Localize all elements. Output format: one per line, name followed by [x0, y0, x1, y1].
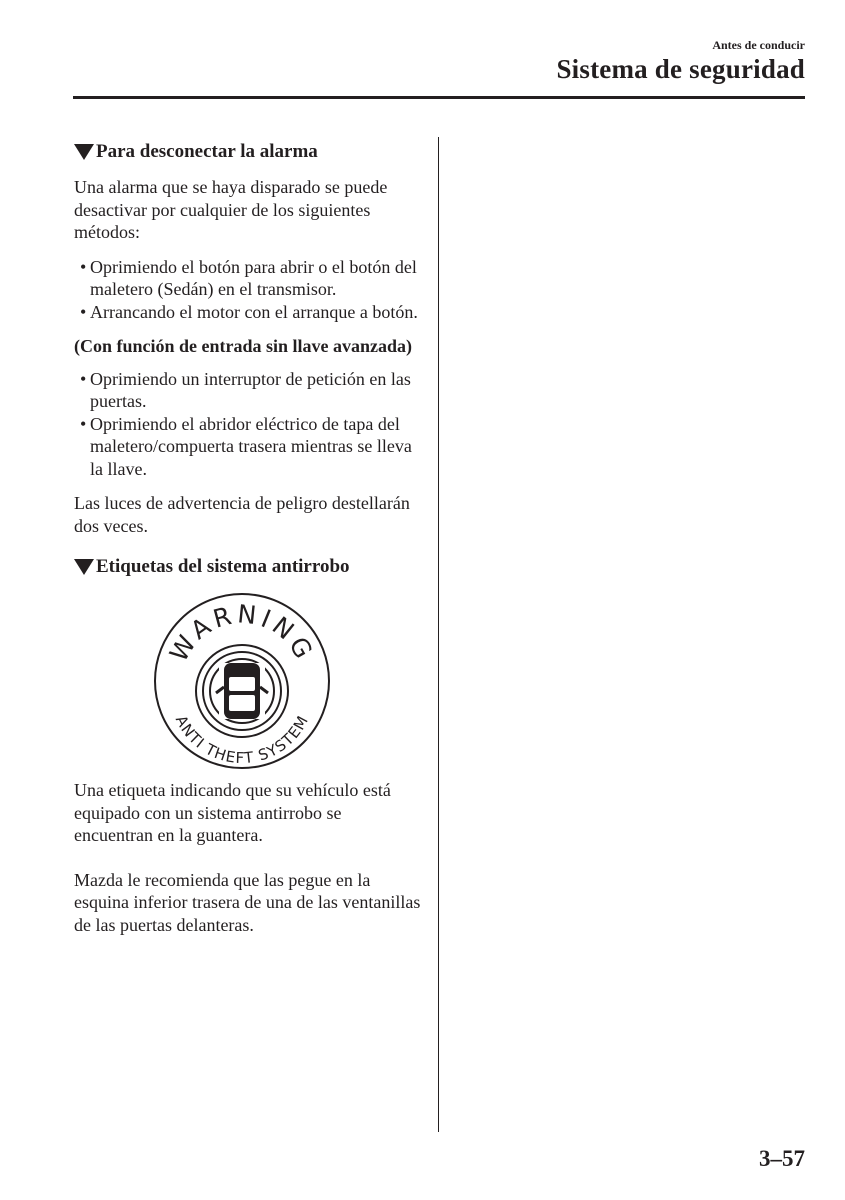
- label-placement-paragraph: Mazda le recomienda que las pegue en la esquina inferior trasera de una de las ventanillas de las puertas delanteras.: [74, 869, 421, 935]
- svg-text:WARNING: [164, 599, 320, 666]
- list-item: • Arrancando el motor con el arranque a botón.: [80, 301, 418, 322]
- header-rule: [73, 96, 805, 99]
- bullet-icon: •: [80, 256, 87, 277]
- column-divider: [438, 137, 439, 1132]
- warning-label-text: WARNING: [163, 599, 321, 667]
- section-heading-disarm: Para desconectar la alarma: [74, 140, 424, 164]
- list-item: • Oprimiendo el abridor eléctrico de tapa del maletero/compuerta trasera mientras se lleva la llave.: [80, 413, 412, 479]
- list-item: • Oprimiendo un interruptor de petición en las puertas.: [80, 368, 411, 411]
- svg-text:ANTI THEFT SYSTEM: [172, 712, 313, 767]
- bullet-list-2: [74, 368, 424, 481]
- intro-paragraph: Una alarma que se haya disparado se puede desactivar por cualquier de los siguientes métodos:: [74, 177, 388, 242]
- page-title: Sistema de seguridad: [556, 54, 805, 84]
- list-item: • Oprimiendo el botón para abrir o el botón del maletero (Sedán) en el transmisor.: [80, 256, 417, 299]
- anti-theft-emblem-icon: [152, 591, 332, 771]
- bullet-icon: •: [80, 368, 87, 389]
- anti-theft-label-text: ANTI THEFT SYSTEM: [171, 712, 313, 768]
- page-number: 3–57: [759, 1146, 805, 1171]
- triangle-icon: [74, 559, 94, 575]
- section-heading-labels: Etiquetas del sistema antirrobo: [74, 555, 424, 579]
- triangle-icon: [74, 144, 94, 160]
- header-section-label: Antes de conducir: [712, 38, 805, 52]
- subheading-keyless: (Con función de entrada sin llave avanzada): [74, 336, 413, 356]
- left-column: [74, 140, 424, 948]
- bullet-icon: •: [80, 413, 87, 434]
- closing-paragraph: Las luces de advertencia de peligro destellarán dos veces.: [74, 493, 410, 536]
- bullet-list-1: [74, 256, 424, 324]
- bullet-icon: •: [80, 301, 87, 322]
- label-location-paragraph: Una etiqueta indicando que su vehículo está equipado con un sistema antirrobo se encuentran en la guantera.: [74, 780, 391, 845]
